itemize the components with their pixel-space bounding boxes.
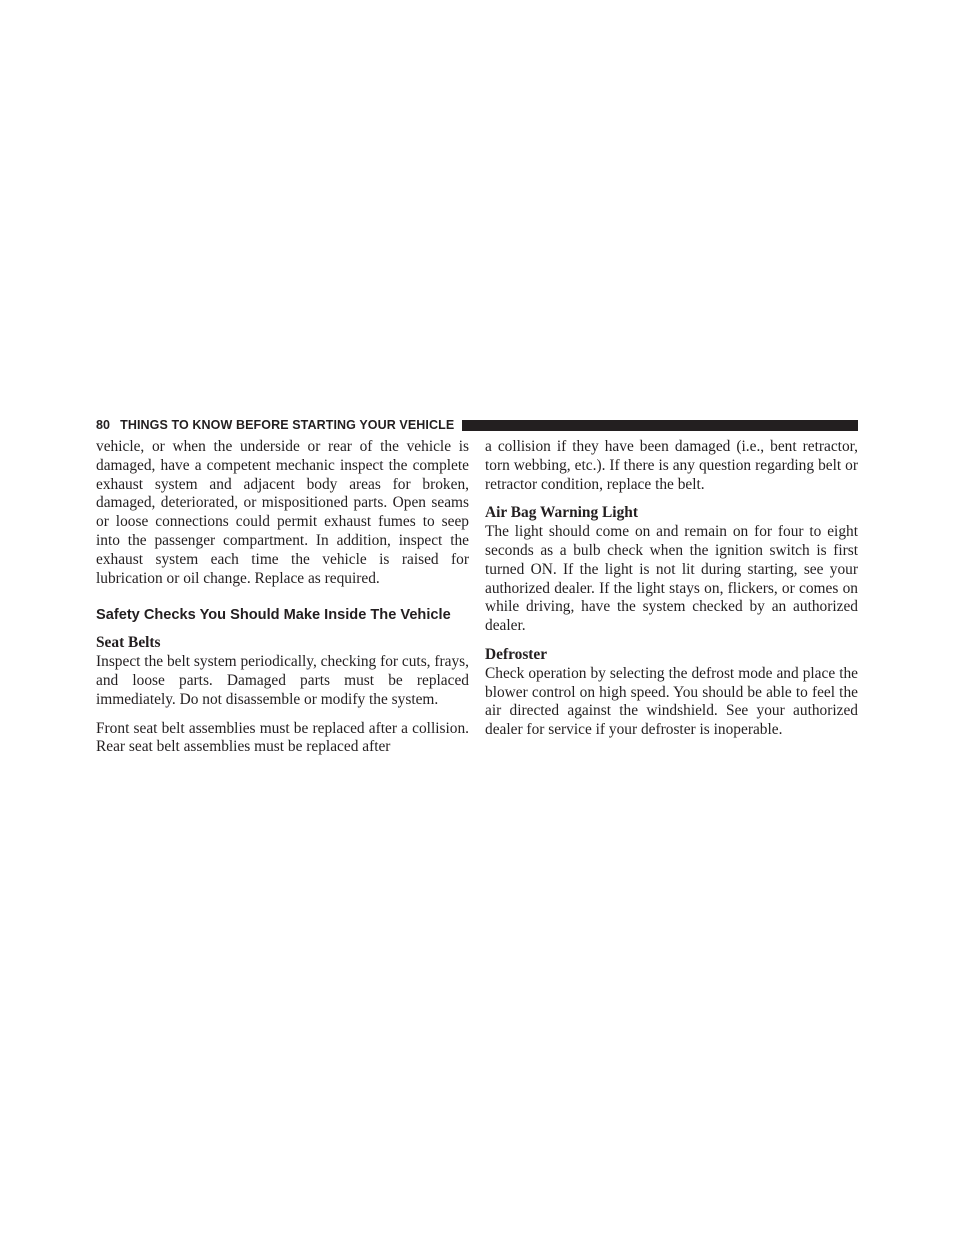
seat-belts-paragraph: Inspect the belt system periodically, checking for cuts, frays, and loose parts. Damaged parts must be replaced immediately. Do not disassemble or modify the system.: [96, 653, 469, 708]
airbag-warning-heading: Air Bag Warning Light: [485, 504, 638, 522]
seat-belts-continued-paragraph: a collision if they have been damaged (i.e., bent retractor, torn webbing, etc.). If there is any question regarding belt or retractor condition, replace the belt.: [485, 438, 858, 493]
defroster-paragraph: Check operation by selecting the defrost mode and place the blower control on high speed. You should be able to feel the air directed against the windshield. See your authorized dealer for service if your defroster is inoperable.: [485, 664, 858, 739]
seat-belts-heading: Seat Belts: [96, 634, 161, 652]
left-column: [96, 438, 469, 767]
exhaust-paragraph: vehicle, or when the underside or rear of the vehicle is damaged, have a competent mechanic inspect the complete exhaust system and adjacent body areas for broken, damaged, deteriorated, or mispositioned parts. Open seams or loose connections could permit exhaust fumes to seep into the passenger compartment. In addition, inspect the exhaust system each time the vehicle is raised for lubrication or oil change. Replace as required.: [96, 438, 469, 587]
header-rule: [462, 420, 858, 431]
chapter-title: THINGS TO KNOW BEFORE STARTING YOUR VEHICLE: [120, 418, 455, 432]
seat-belts-replacement-paragraph: Front seat belt assemblies must be replaced after a collision. Rear seat belt assemblies must be replaced after: [96, 719, 469, 756]
right-column: [485, 438, 858, 750]
defroster-heading: Defroster: [485, 645, 548, 663]
section-heading: Safety Checks You Should Make Inside The Vehicle: [96, 607, 451, 624]
airbag-warning-paragraph: The light should come on and remain on for four to eight seconds as a bulb check when the ignition switch is first turned ON. If the light is not lit during starting, see your authorized dealer. If the light stays on, flickers, or comes on while driving, have the system checked by an authorized dealer.: [485, 523, 858, 635]
page-header: [96, 416, 858, 434]
page-number: 80: [96, 418, 111, 432]
